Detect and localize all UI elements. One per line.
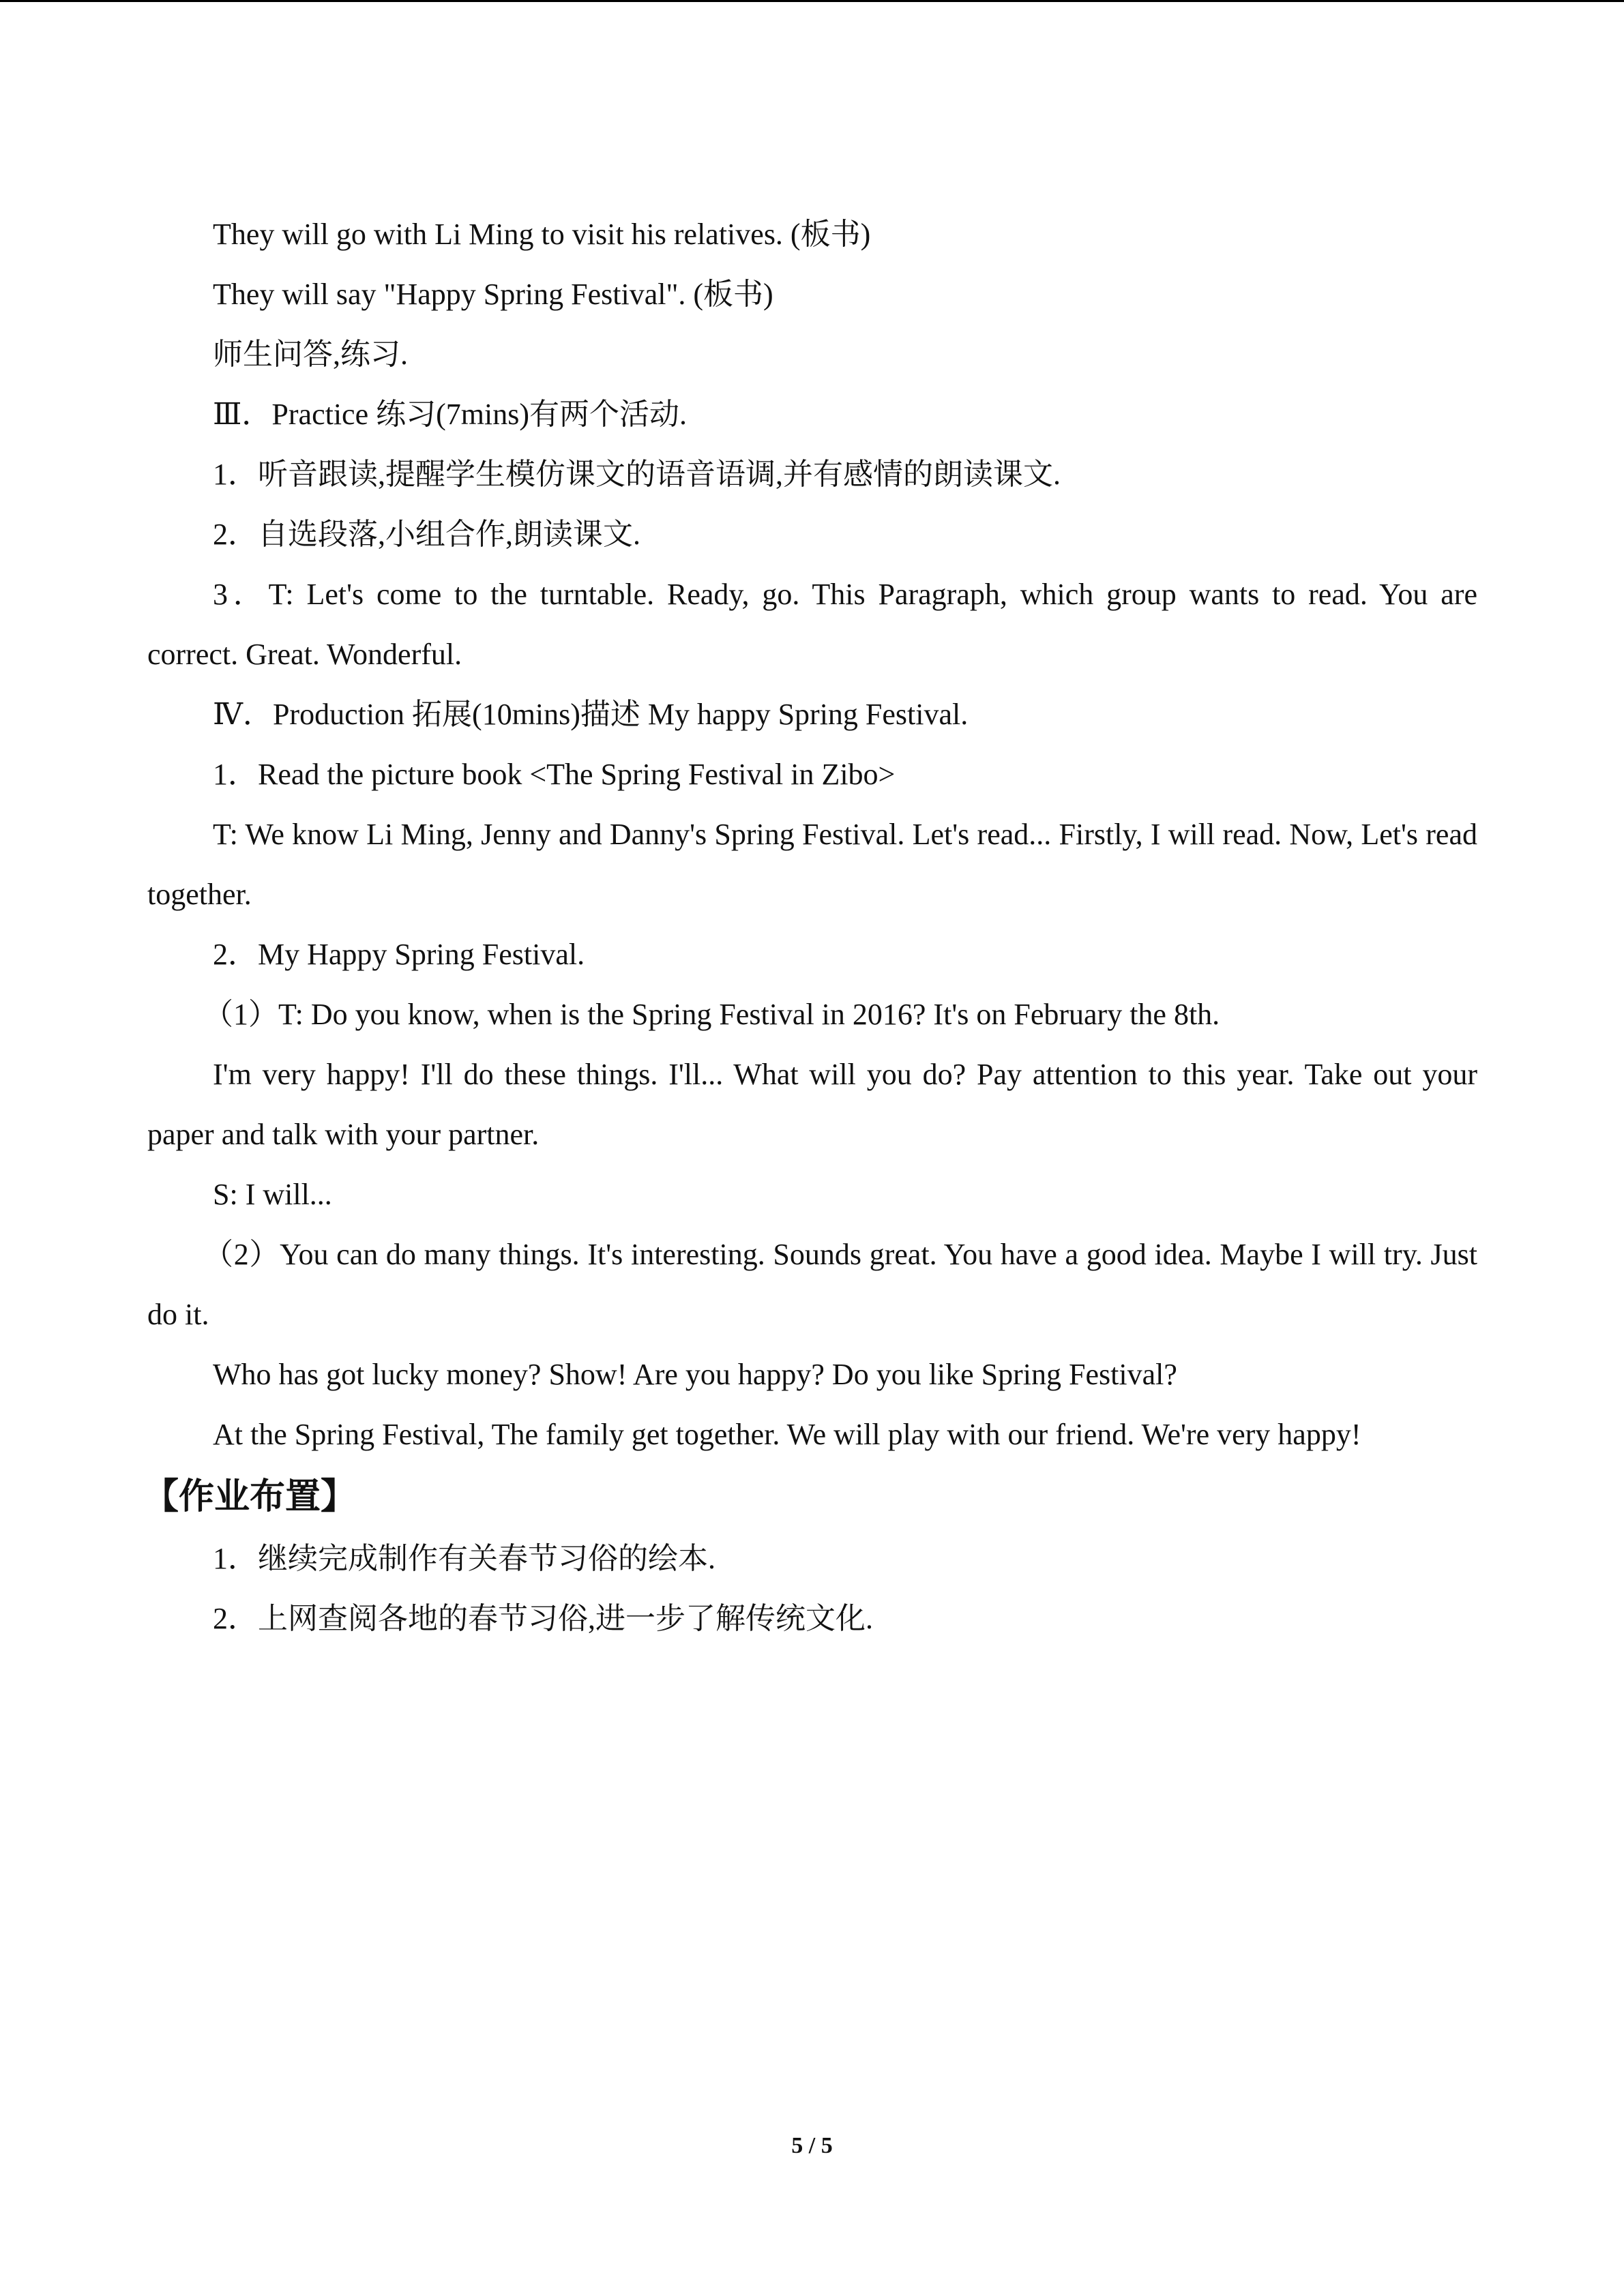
production-item-1: 1．Read the picture book <The Spring Festival in Zibo> bbox=[213, 758, 896, 791]
text-line-relatives: They will go with Li Ming to visit his relatives. (板书) bbox=[213, 218, 871, 251]
family-together-line: At the Spring Festival, The family get together. We will play with our friend. We're very happy! bbox=[213, 1418, 1361, 1451]
student-response-line: S: I will... bbox=[213, 1178, 332, 1211]
production-item-2: 2．My Happy Spring Festival. bbox=[213, 938, 585, 971]
subitem-1-question: （1）T: Do you know, when is the Spring Festival in 2016? It's on February the 8th. bbox=[203, 998, 1220, 1031]
practice-item-2: 2．自选段落,小组合作,朗读课文. bbox=[213, 518, 640, 551]
section-practice-heading: Ⅲ．Practice 练习(7mins)有两个活动. bbox=[213, 398, 687, 431]
teacher-dialogue-paragraph: T: We know Li Ming, Jenny and Danny's Spring Festival. Let's read... Firstly, I will read. Now, Let's read together. bbox=[147, 818, 1477, 911]
section-production-heading: Ⅳ．Production 拓展(10mins)描述 My happy Spring Festival. bbox=[213, 698, 969, 731]
document-body bbox=[143, 205, 1477, 1649]
homework-heading: 【作业布置】 bbox=[143, 1476, 357, 1517]
practice-item-1: 1．听音跟读,提醒学生模仿课文的语音语调,并有感情的朗读课文. bbox=[213, 458, 1061, 491]
homework-item-1: 1．继续完成制作有关春节习俗的绘本. bbox=[213, 1542, 715, 1575]
subitem-2-paragraph: （2）You can do many things. It's interesting. Sounds great. You have a good idea. Maybe I will try. Just do it. bbox=[147, 1238, 1477, 1331]
top-border-line bbox=[0, 0, 1624, 2]
happy-things-paragraph: I'm very happy! I'll do these things. I'll... What will you do? Pay attention to this year. Take out your paper and talk with your partner. bbox=[147, 1058, 1477, 1151]
text-line-say-happy: They will say "Happy Spring Festival". (板书) bbox=[213, 278, 773, 311]
practice-item-3: 3．T: Let's come to the turntable. Ready, go. This Paragraph, which group wants to read. You are correct. Great. Wonderful. bbox=[147, 578, 1477, 671]
homework-item-2: 2．上网查阅各地的春节习俗,进一步了解传统文化. bbox=[213, 1602, 873, 1635]
lucky-money-line: Who has got lucky money? Show! Are you happy? Do you like Spring Festival? bbox=[213, 1358, 1177, 1391]
page-number: 5 / 5 bbox=[791, 2133, 833, 2158]
text-line-qa-practice: 师生问答,练习. bbox=[213, 338, 408, 371]
